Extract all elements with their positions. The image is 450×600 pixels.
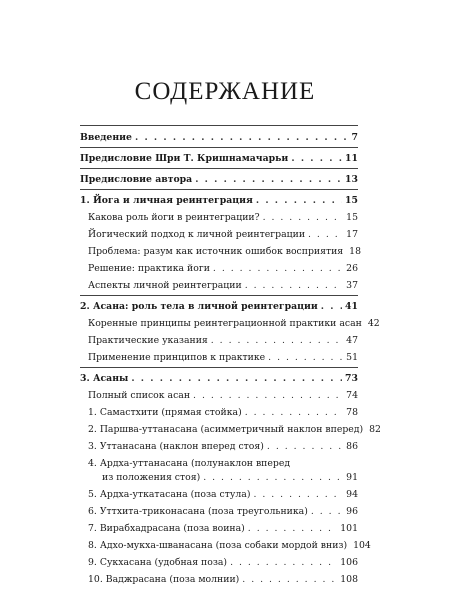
toc-entry: 2. Паршва-уттанасана (асимметричный наклон вперед) 82: [88, 424, 381, 435]
toc-entry: Аспекты личной реинтеграции . . . 37: [88, 279, 358, 293]
divider: [80, 147, 358, 148]
toc-entry: 1. Самастхити (прямая стойка) . . . 78: [88, 406, 358, 420]
toc-entry: 7. Вирабхадрасана (поза воина) . . . 101: [88, 522, 358, 536]
toc-entry: Какова роль йоги в реинтеграции? . . . 15: [88, 211, 358, 225]
toc-entry: 3. Уттанасана (наклон вперед стоя) . . . 86: [88, 440, 358, 454]
divider: [80, 168, 358, 169]
page-title: СОДЕРЖАНИЕ: [134, 78, 316, 105]
toc-entry: Йогический подход к личной реинтеграции . . . 17: [88, 228, 358, 242]
toc-entry: 10. Ваджрасана (поза молнии) . . . 108: [88, 573, 358, 587]
toc-entry: Применение принципов к практике . . . 51: [88, 351, 358, 365]
toc-entry: 4. Ардха-уттанасана (полунаклон вперед: [88, 458, 291, 469]
divider-top: [80, 125, 358, 126]
toc-entry: Полный список асан . . . 74: [88, 389, 358, 403]
divider: [80, 295, 358, 296]
toc-entry: 9. Сукхасана (удобная поза) . . . 106: [88, 556, 358, 570]
toc-entry: Решение: практика йоги . . . 26: [88, 262, 358, 276]
toc-entry: 8. Адхо-мукха-шванасана (поза собаки мордой вниз) 104: [88, 540, 371, 551]
toc-entry-author-foreword: Предисловие автора . . . 13: [80, 173, 358, 187]
toc-chapter-2: 2. Асана: роль тела в личной реинтеграции . . . 41: [80, 300, 358, 314]
toc-entry-foreword-krishnamacharya: Предисловие Шри Т. Кришнамачарьи . . . 11: [80, 152, 358, 166]
toc-entry-intro: Введение . . . 7: [80, 131, 358, 145]
toc-chapter-1: 1. Йога и личная реинтеграция . . . 15: [80, 194, 358, 208]
toc-entry-continuation: из положения стоя) . . . 91: [102, 471, 358, 485]
toc-entry: Практические указания . . . 47: [88, 334, 358, 348]
divider: [80, 189, 358, 190]
toc-entry: Проблема: разум как источник ошибок восприятия 18: [88, 246, 362, 257]
toc-chapter-3: 3. Асаны . . . 73: [80, 372, 358, 386]
toc-entry: Коренные принципы реинтеграционной практики асан 42: [88, 318, 380, 329]
divider: [80, 367, 358, 368]
toc-entry: 6. Уттхита-триконасана (поза треугольника) . . . 96: [88, 505, 358, 519]
toc-entry: 5. Ардха-уткатасана (поза стула) . . . 94: [88, 488, 358, 502]
